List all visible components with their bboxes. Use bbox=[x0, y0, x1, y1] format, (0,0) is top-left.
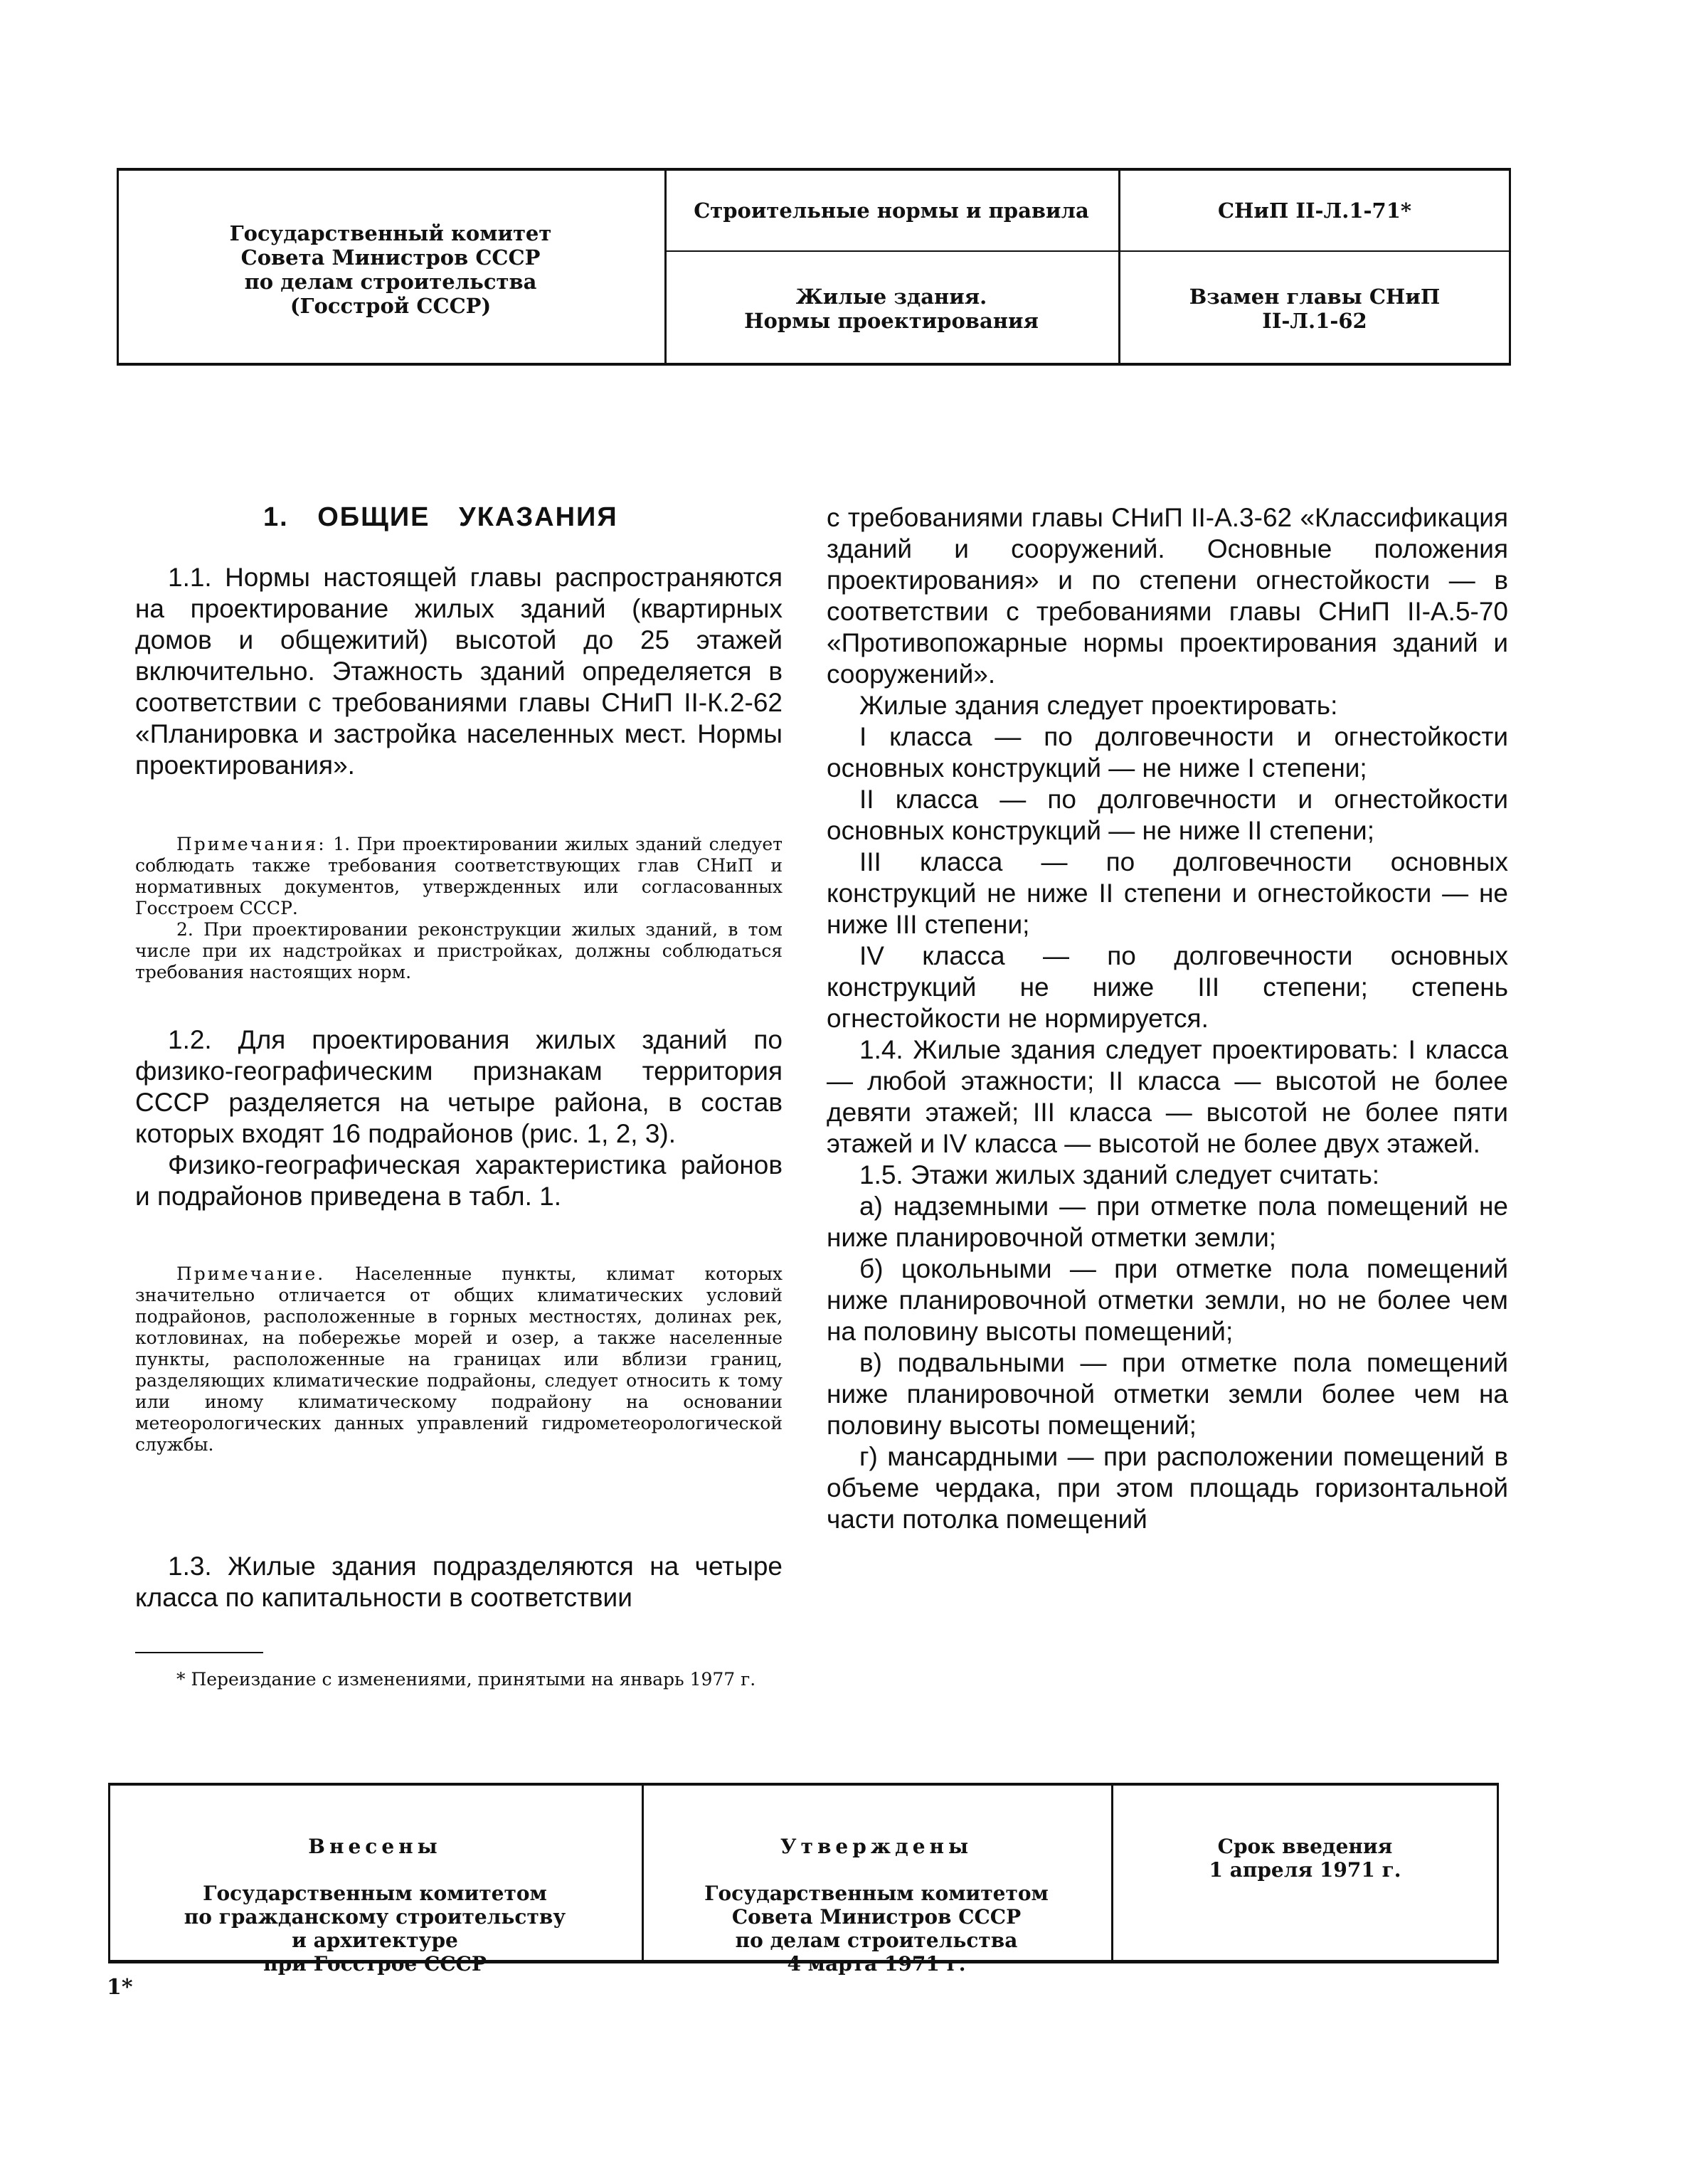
header-replaces bbox=[1118, 252, 1511, 366]
footer-approved-text: Государственным комитетом Совета Министров СССР по делам строительства 4 марта 1971 г. bbox=[704, 1882, 1049, 1976]
header-organization bbox=[117, 171, 664, 369]
section-title: 1. ОБЩИЕ УКАЗАНИЯ bbox=[263, 502, 618, 532]
footnote-text: * Переиздание с изменениями, принятыми на январь 1977 г. bbox=[176, 1669, 756, 1690]
clause-1-3-continuation: с требованиями главы СНиП II-А.3-62 «Классификация зданий и сооружений. Основные положения проектирования» и по степени огнестойкости — в соответствии с требованиями главы СНиП II-А.5-70 «Противопожарные нормы проектирования зданий и сооружений». bbox=[827, 503, 1508, 689]
header-title bbox=[664, 252, 1118, 366]
note-text: Населенные пункты, климат которых значительно отличается от общих климатических условий подрайонов, расположенные в горных местностях, долинах рек, котловинах, на побережье морей и озер, а также населенные пункты, расположенные на границах или вблизи границ, разделяющих климатические подрайоны, следует относить к тому или иному климатическому подрайону на основании метеорологических данных управлений гидрометеорологической службы. bbox=[135, 1263, 783, 1455]
floor-type-a: а) надземными — при отметке пола помещений не ниже планировочной отметки земли; bbox=[827, 1192, 1508, 1252]
footer-effective bbox=[1111, 1811, 1499, 1905]
clause-1-2-text: 1.2. Для проектирования жилых зданий по физико-географическим признакам территория СССР разделяется на четыре района, в состав которых входят 16 подрайонов (рис. 1, 2, 3). bbox=[135, 1025, 783, 1148]
footer-introduced bbox=[108, 1811, 642, 1999]
header-organization-text: Государственный комитет Совета Министров СССР по делам строительства (Госстрой СССР) bbox=[229, 221, 552, 318]
page-number: 1* bbox=[107, 1975, 133, 2000]
clause-1-3-text: 1.3. Жилые здания подразделяются на четыре класса по капитальности в соответствии bbox=[135, 1552, 783, 1612]
header-doc-type bbox=[664, 171, 1118, 250]
right-column bbox=[827, 502, 1508, 1535]
clause-1-2-continuation: Физико-географическая характеристика районов и подрайонов приведена в табл. 1. bbox=[135, 1150, 783, 1211]
clause-1-2 bbox=[135, 1024, 783, 1212]
footer-introduced-text: Государственным комитетом по гражданскому строительству и архитектуре при Госстрое СССР bbox=[184, 1882, 566, 1976]
clause-1-1 bbox=[135, 562, 783, 781]
footnote-rule bbox=[135, 1652, 263, 1653]
floor-type-g: г) мансардными — при расположении помещений в объеме чердака, при этом площадь горизонтальной части потолка помещений bbox=[827, 1442, 1508, 1534]
footer-effective-text: Срок введения 1 апреля 1971 г. bbox=[1209, 1835, 1401, 1882]
clause-1-3 bbox=[135, 1551, 783, 1613]
classes-intro: Жилые здания следует проектировать: bbox=[859, 691, 1338, 720]
footer-introduced-label: Внесены bbox=[308, 1835, 442, 1858]
class-3-item: III класса — по долговечности основных конструкций не ниже II степени и огнестойкости — не ниже III степени; bbox=[827, 847, 1508, 939]
note-1-text: 1. При проектировании жилых зданий следует соблюдать также требования соответствующих глав СНиП и нормативных документов, утвержденных или согласованных Госстроем СССР. bbox=[135, 834, 783, 918]
clause-1-1-text: 1.1. Нормы настоящей главы распространяются на проектирование жилых зданий (квартирных домов и общежитий) высотой до 25 этажей включительно. Этажность зданий определяется в соответствии с требованиями главы СНиП II-К.2-62 «Планировка и застройка населенных мест. Нормы проектирования». bbox=[135, 563, 783, 780]
footer-approved-label: Утверждены bbox=[780, 1835, 973, 1858]
floor-type-v: в) подвальными — при отметке пола помещений ниже планировочной отметки земли более чем на половину высоты помещений; bbox=[827, 1348, 1508, 1440]
notes-1 bbox=[135, 834, 783, 983]
class-1-item: I класса — по долговечности и огнестойкости основных конструкций — не ниже I степени; bbox=[827, 722, 1508, 783]
clause-1-5-text: 1.5. Этажи жилых зданий следует считать: bbox=[859, 1160, 1380, 1189]
notes-label: Примечания: bbox=[176, 834, 327, 854]
document-footer bbox=[108, 1783, 1499, 1976]
note-label: Примечание. bbox=[176, 1263, 326, 1284]
header-code bbox=[1118, 171, 1511, 250]
header-title-text: Жилые здания. Нормы проектирования bbox=[744, 285, 1039, 333]
class-4-item: IV класса — по долговечности основных конструкций не ниже III степени; степень огнестойкости не нормируется. bbox=[827, 941, 1508, 1033]
footer-approved bbox=[642, 1811, 1111, 1999]
header-doc-type-text: Строительные нормы и правила bbox=[694, 198, 1089, 223]
note-2 bbox=[135, 1263, 783, 1456]
floor-type-b: б) цокольными — при отметке пола помещений ниже планировочной отметки земли, но не более чем на половину высоты помещений; bbox=[827, 1254, 1508, 1346]
header-replaces-text: Взамен главы СНиП II-Л.1-62 bbox=[1189, 285, 1441, 333]
footnote bbox=[135, 1669, 783, 1690]
note-2-text: 2. При проектировании реконструкции жилых зданий, в том числе при их надстройках и пристройках, должны соблюдаться требования настоящих норм. bbox=[135, 919, 783, 982]
header-code-text: СНиП II-Л.1-71* bbox=[1217, 198, 1412, 223]
clause-1-4-text: 1.4. Жилые здания следует проектировать: I класса — любой этажности; II класса — высотой не более девяти этажей; III класса — высотой не более пяти этажей и IV класса — высотой не более двух этажей. bbox=[827, 1035, 1508, 1158]
class-2-item: II класса — по долговечности и огнестойкости основных конструкций — не ниже II степени; bbox=[827, 785, 1508, 845]
document-header bbox=[117, 168, 1511, 366]
